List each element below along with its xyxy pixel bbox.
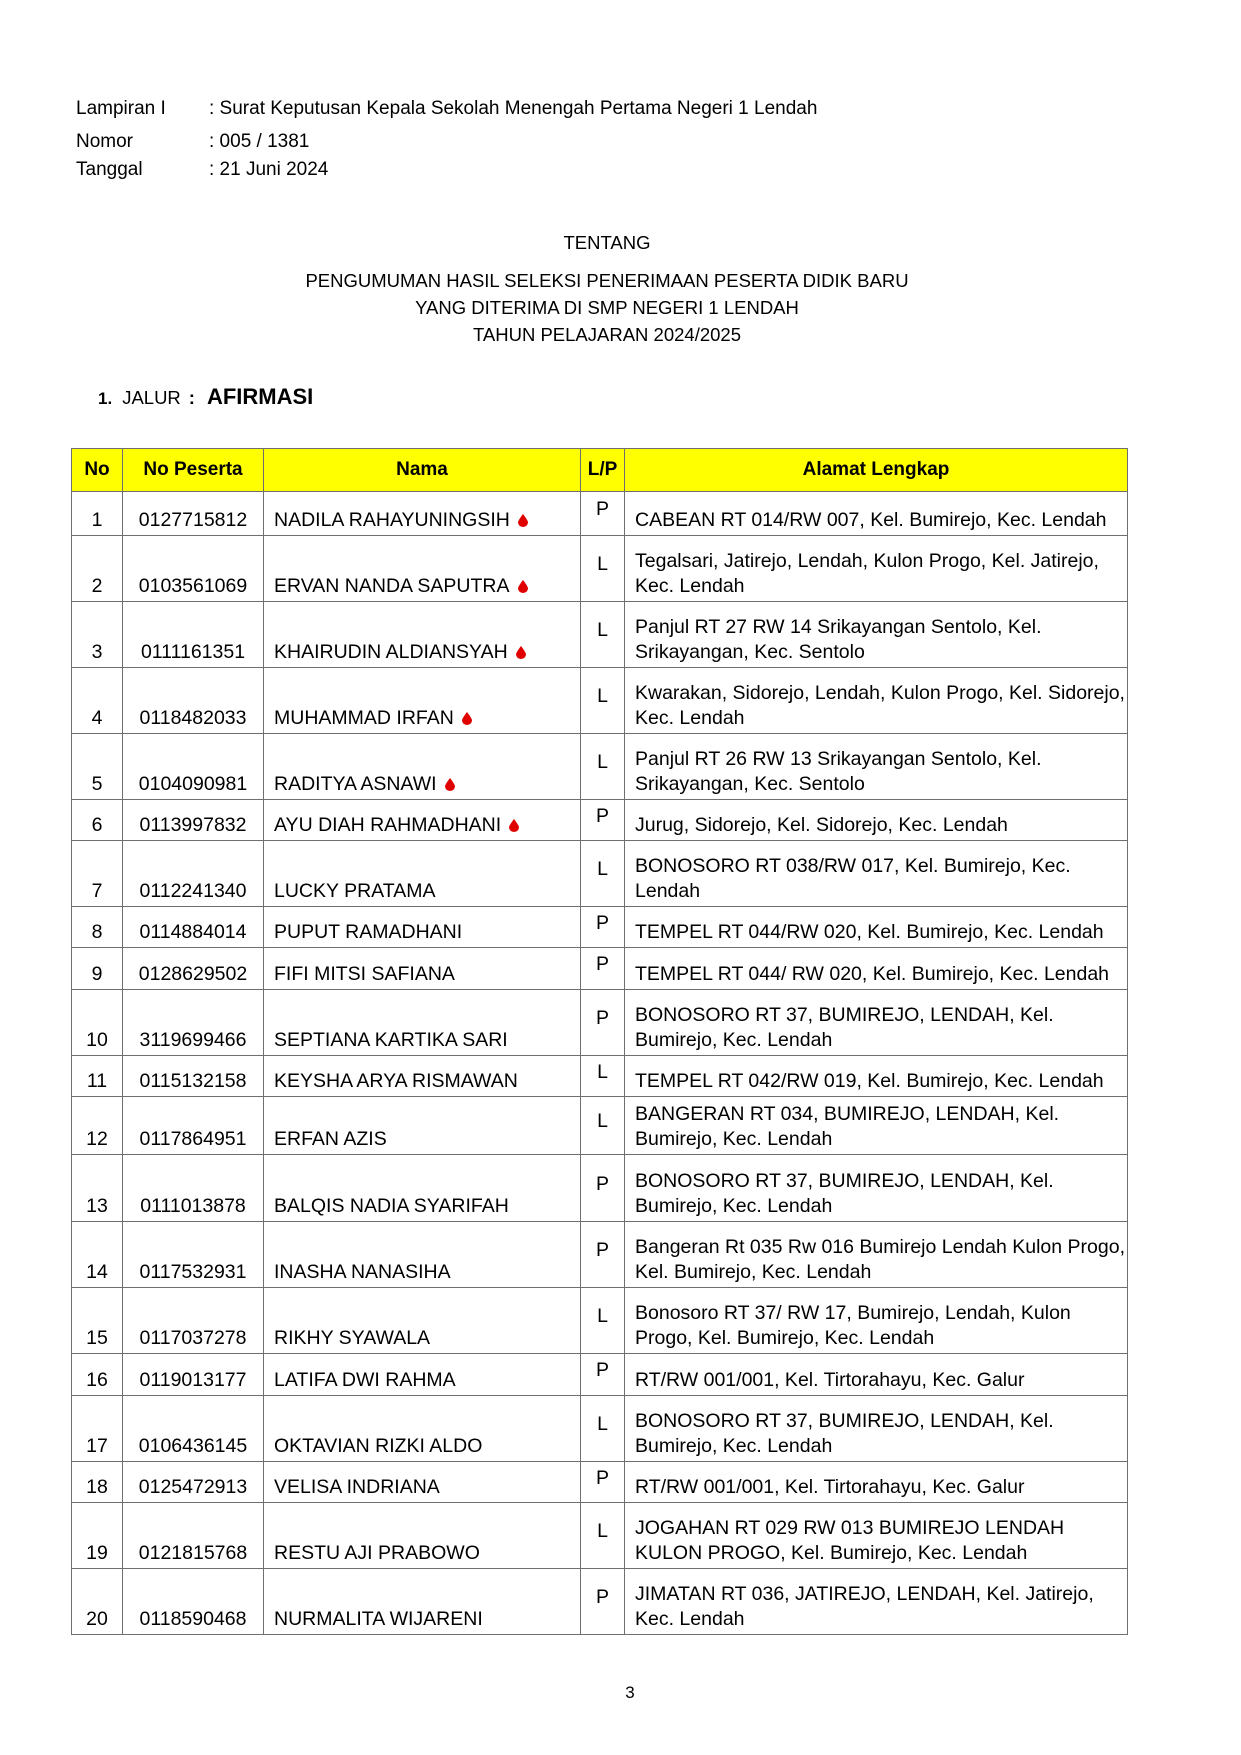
- gender: [581, 1155, 625, 1222]
- address-text: Jurug, Sidorejo, Kel. Sidorejo, Kec. Lendah: [635, 814, 1008, 836]
- participant-number-text: 0114884014: [139, 921, 247, 943]
- participant-name: [264, 1569, 581, 1635]
- participant-number: [123, 1354, 264, 1396]
- title-line-2: YANG DITERIMA DI SMP NEGERI 1 LENDAH: [415, 297, 799, 318]
- participant-name-text: NADILA RAHAYUNINGSIH: [274, 509, 510, 531]
- row-number: [72, 990, 123, 1056]
- participant-name-text: MUHAMMAD IRFAN: [274, 707, 454, 729]
- gender: [581, 990, 625, 1056]
- tentang-heading: TENTANG: [563, 232, 651, 253]
- participant-number: [123, 1288, 264, 1354]
- participant-name: [264, 734, 581, 800]
- participant-number-text: 0111161351: [140, 641, 246, 663]
- participant-name-text: LATIFA DWI RAHMA: [274, 1369, 456, 1391]
- table-row: [72, 1155, 1128, 1222]
- row-number-text: 18: [86, 1476, 108, 1498]
- participant-name-text: SEPTIANA KARTIKA SARI: [274, 1029, 508, 1051]
- participant-number-text: 0104090981: [138, 773, 248, 795]
- row-number-text: 16: [86, 1369, 108, 1391]
- address: [625, 1155, 1128, 1222]
- participant-name: [264, 536, 581, 602]
- address: [625, 1097, 1128, 1155]
- participant-number-text: 0127715812: [138, 509, 248, 531]
- participant-number-text: 0106436145: [138, 1435, 248, 1457]
- gender-text: P: [595, 1359, 609, 1381]
- participant-number-text: 0128629502: [138, 963, 248, 985]
- blood-drop-icon: [509, 814, 519, 827]
- address-text: Panjul RT 27 RW 14 Srikayangan Sentolo, Kel. Srikayangan, Kec. Sentolo: [635, 616, 1042, 663]
- address-text: TEMPEL RT 044/RW 020, Kel. Bumirejo, Kec. Lendah: [635, 921, 1104, 943]
- participant-name-text: OKTAVIAN RIZKI ALDO: [274, 1435, 483, 1457]
- address: [625, 734, 1128, 800]
- row-number: [72, 907, 123, 948]
- row-number: [72, 1462, 123, 1503]
- participant-number-text: 0103561069: [138, 575, 248, 597]
- gender-text: L: [597, 553, 608, 575]
- row-number: [72, 1288, 123, 1354]
- page-number: 3: [625, 1683, 635, 1702]
- gender-text: L: [597, 1060, 608, 1083]
- gender: [581, 1569, 625, 1635]
- participant-number: [123, 536, 264, 602]
- row-number: [72, 1097, 123, 1155]
- section-label: JALUR: [122, 387, 181, 408]
- participant-number: [123, 841, 264, 907]
- table-row: [72, 1288, 1128, 1354]
- participant-name: [264, 668, 581, 734]
- participant-name: [264, 602, 581, 668]
- gender-text: L: [597, 1413, 608, 1435]
- participant-number: [123, 1056, 264, 1097]
- participant-name-text: NURMALITA WIJARENI: [274, 1608, 483, 1630]
- participant-name: [264, 1056, 581, 1097]
- address-text: BANGERAN RT 034, BUMIREJO, LENDAH, Kel. Bumirejo, Kec. Lendah: [635, 1103, 1060, 1150]
- gender: [581, 1056, 625, 1097]
- row-number-text: 13: [86, 1195, 108, 1217]
- participant-name-text: ERFAN AZIS: [274, 1128, 387, 1150]
- participant-name-text: KHAIRUDIN ALDIANSYAH: [274, 641, 508, 663]
- address-text: BONOSORO RT 37, BUMIREJO, LENDAH, Kel. Bumirejo, Kec. Lendah: [635, 1004, 1054, 1051]
- gender-text: L: [597, 751, 608, 773]
- table-row: [72, 668, 1128, 734]
- participant-name-text: AYU DIAH RAHMADHANI: [274, 814, 502, 836]
- table-row: [72, 800, 1128, 841]
- participant-number-text: 0112241340: [139, 880, 247, 902]
- address: [625, 907, 1128, 948]
- table-row: [72, 1097, 1128, 1155]
- address-text: Bonosoro RT 37/ RW 17, Bumirejo, Lendah, Kulon Progo, Kel. Bumirejo, Kec. Lendah: [635, 1302, 1071, 1349]
- gender: [581, 1396, 625, 1462]
- row-number: [72, 668, 123, 734]
- participant-number: [123, 1155, 264, 1222]
- row-number-text: 9: [91, 963, 103, 985]
- participant-number: [123, 734, 264, 800]
- participant-name: [264, 948, 581, 990]
- row-number-text: 1: [91, 509, 103, 531]
- row-number: [72, 1056, 123, 1097]
- row-number-text: 10: [86, 1029, 108, 1051]
- address-text: TEMPEL RT 044/ RW 020, Kel. Bumirejo, Kec. Lendah: [635, 963, 1110, 985]
- column-header-nama: Nama: [264, 449, 581, 492]
- gender: [581, 1354, 625, 1396]
- gender: [581, 948, 625, 990]
- row-number-text: 5: [91, 773, 103, 795]
- gender: [581, 800, 625, 841]
- row-number-text: 15: [86, 1327, 108, 1349]
- gender: [581, 841, 625, 907]
- row-number-text: 3: [91, 641, 103, 663]
- blood-drop-icon: [462, 707, 472, 720]
- address-text: RT/RW 001/001, Kel. Tirtorahayu, Kec. Galur: [635, 1369, 1025, 1391]
- row-number-text: 14: [86, 1261, 108, 1283]
- participant-number: [123, 1097, 264, 1155]
- row-number-text: 17: [86, 1435, 108, 1457]
- address: [625, 948, 1128, 990]
- gender: [581, 536, 625, 602]
- address: [625, 602, 1128, 668]
- table-row: [72, 492, 1128, 536]
- participant-number: [123, 1503, 264, 1569]
- table-row: [72, 1056, 1128, 1097]
- row-number: [72, 1354, 123, 1396]
- column-header-no-peserta: No Peserta: [123, 449, 264, 492]
- table-row: [72, 1503, 1128, 1569]
- gender-text: P: [595, 804, 609, 827]
- participant-number-text: 3119699466: [139, 1029, 247, 1051]
- participant-number: [123, 602, 264, 668]
- row-number-text: 4: [91, 707, 103, 729]
- address: [625, 1569, 1128, 1635]
- participant-number-text: 0113997832: [139, 814, 247, 836]
- gender: [581, 1462, 625, 1503]
- address-text: BONOSORO RT 038/RW 017, Kel. Bumirejo, Kec. Lendah: [635, 855, 1071, 902]
- title-line-3: TAHUN PELAJARAN 2024/2025: [472, 324, 742, 345]
- lampiran-label: Lampiran I: [76, 98, 166, 119]
- section-heading: [98, 384, 313, 410]
- participant-number: [123, 1222, 264, 1288]
- address-text: JOGAHAN RT 029 RW 013 BUMIREJO LENDAH KULON PROGO, Kel. Bumirejo, Kec. Lendah: [635, 1517, 1065, 1564]
- table-row: [72, 1396, 1128, 1462]
- address-text: TEMPEL RT 042/RW 019, Kel. Bumirejo, Kec. Lendah: [635, 1070, 1104, 1092]
- row-number: [72, 536, 123, 602]
- address: [625, 1354, 1128, 1396]
- address: [625, 536, 1128, 602]
- gender: [581, 1222, 625, 1288]
- gender: [581, 492, 625, 536]
- address-text: RT/RW 001/001, Kel. Tirtorahayu, Kec. Galur: [635, 1476, 1025, 1498]
- address: [625, 492, 1128, 536]
- address-text: CABEAN RT 014/RW 007, Kel. Bumirejo, Kec. Lendah: [635, 509, 1107, 531]
- address-text: Bangeran Rt 035 Rw 016 Bumirejo Lendah Kulon Progo, Kel. Bumirejo, Kec. Lendah: [635, 1236, 1125, 1283]
- row-number-text: 8: [91, 921, 103, 943]
- tanggal-value: : 21 Juni 2024: [209, 159, 329, 180]
- row-number: [72, 948, 123, 990]
- blood-drop-icon: [516, 641, 526, 654]
- gender: [581, 668, 625, 734]
- row-number-text: 12: [86, 1128, 108, 1150]
- row-number: [72, 492, 123, 536]
- table-row: [72, 1354, 1128, 1396]
- row-number-text: 6: [91, 814, 103, 836]
- gender: [581, 907, 625, 948]
- column-header-lp: L/P: [581, 449, 625, 492]
- row-number: [72, 841, 123, 907]
- participant-name: [264, 907, 581, 948]
- gender: [581, 1097, 625, 1155]
- participant-name: [264, 492, 581, 536]
- gender-text: P: [595, 1239, 609, 1261]
- row-number-text: 7: [91, 880, 103, 902]
- participant-number-text: 0121815768: [138, 1542, 248, 1564]
- address: [625, 1222, 1128, 1288]
- section-number: 1.: [98, 389, 113, 408]
- participant-name: [264, 1462, 581, 1503]
- participant-name: [264, 1354, 581, 1396]
- participant-number: [123, 492, 264, 536]
- address: [625, 841, 1128, 907]
- address: [625, 668, 1128, 734]
- lampiran-value: : Surat Keputusan Kepala Sekolah Menengah Pertama Negeri 1 Lendah: [209, 98, 818, 119]
- participant-number-text: 0119013177: [139, 1369, 247, 1391]
- gender-text: P: [595, 1586, 609, 1608]
- participant-name: [264, 1288, 581, 1354]
- address: [625, 1056, 1128, 1097]
- row-number: [72, 1222, 123, 1288]
- gender-text: P: [595, 911, 609, 934]
- participant-name-text: INASHA NANASIHA: [274, 1261, 451, 1283]
- gender-text: L: [597, 858, 608, 880]
- gender-text: P: [595, 953, 609, 975]
- row-number-text: 2: [91, 575, 103, 597]
- address: [625, 990, 1128, 1056]
- gender-text: P: [595, 1007, 609, 1029]
- participant-number: [123, 948, 264, 990]
- row-number: [72, 800, 123, 841]
- gender-text: L: [597, 685, 608, 707]
- gender-text: L: [597, 1305, 608, 1327]
- participant-number-text: 0117532931: [139, 1261, 247, 1283]
- address: [625, 800, 1128, 841]
- address-text: Kwarakan, Sidorejo, Lendah, Kulon Progo, Kel. Sidorejo, Kec. Lendah: [635, 682, 1125, 729]
- participant-name-text: LUCKY PRATAMA: [274, 880, 436, 902]
- gender: [581, 1503, 625, 1569]
- table-row: [72, 1462, 1128, 1503]
- row-number: [72, 1155, 123, 1222]
- participant-number-text: 0117864951: [139, 1128, 247, 1150]
- address: [625, 1288, 1128, 1354]
- participant-name: [264, 800, 581, 841]
- table-row: [72, 990, 1128, 1056]
- section-name: AFIRMASI: [206, 384, 314, 409]
- participant-number: [123, 1396, 264, 1462]
- participant-name-text: KEYSHA ARYA RISMAWAN: [274, 1070, 518, 1092]
- address-text: Tegalsari, Jatirejo, Lendah, Kulon Progo, Kel. Jatirejo, Kec. Lendah: [635, 550, 1099, 597]
- blood-drop-icon: [518, 509, 528, 522]
- row-number: [72, 602, 123, 668]
- participant-number: [123, 1569, 264, 1635]
- gender-text: P: [595, 498, 609, 520]
- table-row: [72, 1222, 1128, 1288]
- participant-number: [123, 907, 264, 948]
- participant-name: [264, 990, 581, 1056]
- participant-name-text: RADITYA ASNAWI: [274, 773, 437, 795]
- participant-name: [264, 1155, 581, 1222]
- participants-table: [71, 448, 1128, 1635]
- row-number-text: 11: [86, 1070, 108, 1092]
- gender-text: L: [597, 619, 608, 641]
- blood-drop-icon: [518, 575, 528, 588]
- blood-drop-icon: [445, 773, 455, 786]
- table-row: [72, 1569, 1128, 1635]
- table-row: [72, 907, 1128, 948]
- tanggal-label: Tanggal: [76, 159, 143, 180]
- participant-number: [123, 800, 264, 841]
- participant-number-text: 0125472913: [138, 1476, 248, 1498]
- participant-name: [264, 1222, 581, 1288]
- address-text: JIMATAN RT 036, JATIREJO, LENDAH, Kel. Jatirejo, Kec. Lendah: [635, 1583, 1094, 1630]
- address: [625, 1503, 1128, 1569]
- row-number: [72, 734, 123, 800]
- table-row: [72, 948, 1128, 990]
- participant-name-text: ERVAN NANDA SAPUTRA: [274, 575, 510, 597]
- row-number: [72, 1569, 123, 1635]
- participant-name-text: RESTU AJI PRABOWO: [274, 1542, 480, 1564]
- participant-number-text: 0118482033: [139, 707, 247, 729]
- address-text: BONOSORO RT 37, BUMIREJO, LENDAH, Kel. Bumirejo, Kec. Lendah: [635, 1170, 1054, 1217]
- address-text: Panjul RT 26 RW 13 Srikayangan Sentolo, Kel. Srikayangan, Kec. Sentolo: [635, 748, 1042, 795]
- participant-name-text: FIFI MITSI SAFIANA: [274, 963, 455, 985]
- table-row: [72, 734, 1128, 800]
- participant-number: [123, 990, 264, 1056]
- gender-text: P: [595, 1466, 609, 1489]
- table-row: [72, 536, 1128, 602]
- participant-name-text: BALQIS NADIA SYARIFAH: [274, 1195, 509, 1217]
- participant-number: [123, 668, 264, 734]
- gender-text: L: [597, 1520, 608, 1542]
- table-row: [72, 841, 1128, 907]
- address: [625, 1396, 1128, 1462]
- gender-text: L: [597, 1110, 608, 1132]
- address-text: BONOSORO RT 37, BUMIREJO, LENDAH, Kel. Bumirejo, Kec. Lendah: [635, 1410, 1054, 1457]
- section-colon: :: [188, 387, 195, 408]
- nomor-label: Nomor: [76, 131, 134, 152]
- participant-number-text: 0117037278: [139, 1327, 247, 1349]
- participant-name: [264, 1503, 581, 1569]
- column-header-alamat: Alamat Lengkap: [625, 449, 1128, 492]
- participant-number-text: 0118590468: [139, 1608, 247, 1630]
- gender: [581, 1288, 625, 1354]
- column-header-no: No: [72, 449, 123, 492]
- row-number: [72, 1396, 123, 1462]
- participant-name: [264, 1396, 581, 1462]
- participant-name: [264, 841, 581, 907]
- gender: [581, 602, 625, 668]
- row-number-text: 20: [86, 1608, 108, 1630]
- title-line-1: PENGUMUMAN HASIL SELEKSI PENERIMAAN PESERTA DIDIK BARU: [305, 270, 909, 291]
- participant-name-text: VELISA INDRIANA: [274, 1476, 440, 1498]
- table-body: [72, 492, 1128, 1635]
- participant-number-text: 0111013878: [140, 1195, 246, 1217]
- participant-number: [123, 1462, 264, 1503]
- table-header-row: [72, 449, 1128, 492]
- address: [625, 1462, 1128, 1503]
- nomor-value: : 005 / 1381: [209, 131, 310, 152]
- row-number: [72, 1503, 123, 1569]
- table-row: [72, 602, 1128, 668]
- participant-name-text: RIKHY SYAWALA: [274, 1327, 431, 1349]
- participant-name: [264, 1097, 581, 1155]
- participant-name-text: PUPUT RAMADHANI: [274, 921, 463, 943]
- participant-number-text: 0115132158: [139, 1070, 247, 1092]
- row-number-text: 19: [86, 1542, 108, 1564]
- gender: [581, 734, 625, 800]
- gender-text: P: [595, 1172, 609, 1195]
